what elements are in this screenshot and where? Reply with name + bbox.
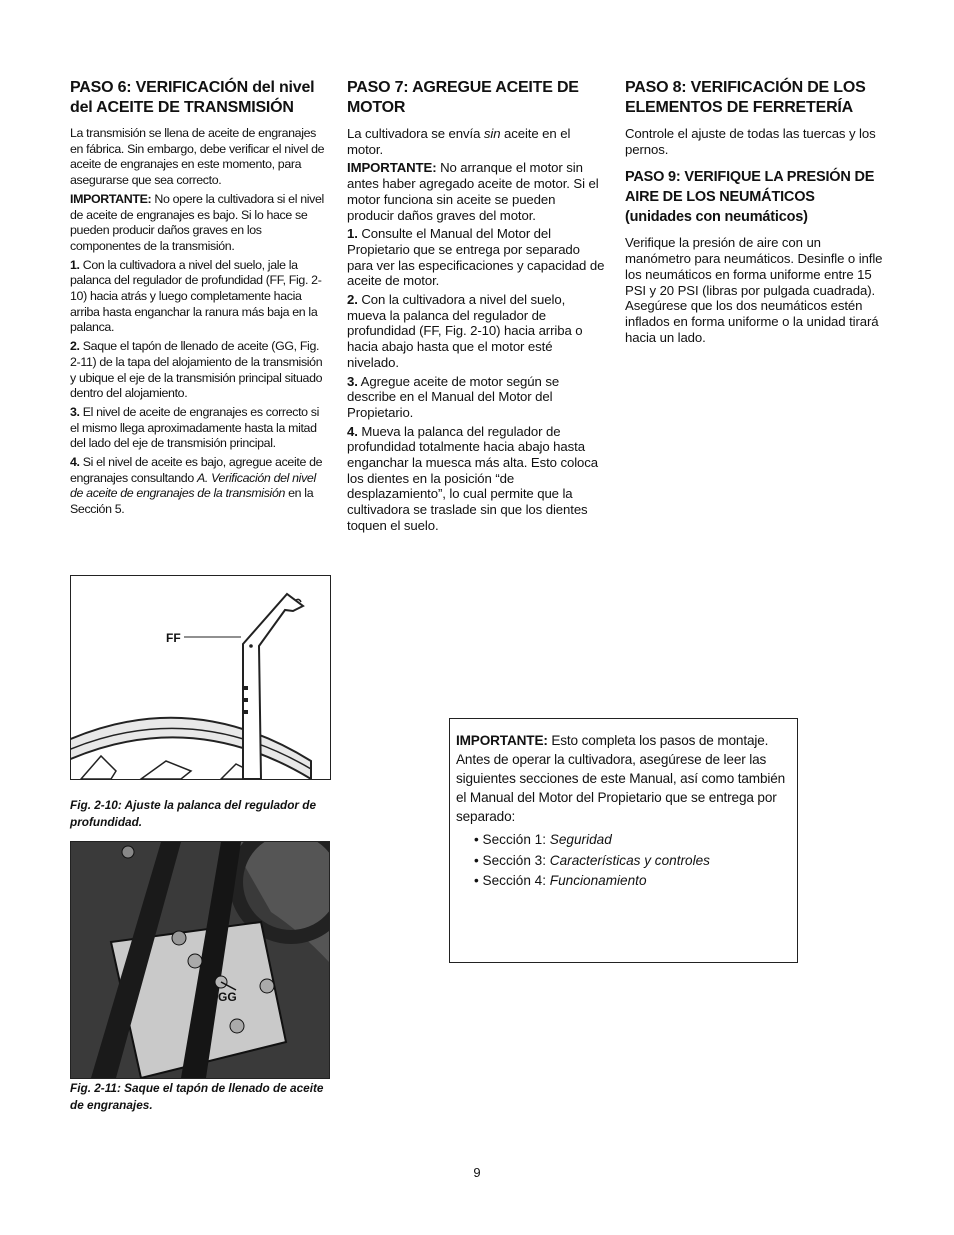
section-step-7 (347, 78, 605, 537)
callout-gg: GG (218, 990, 237, 1004)
figure-caption-2-10: Fig. 2-10: Ajuste la palanca del regulador de profundidad. (70, 798, 317, 829)
step-7-heading: PASO 7: AGREGUE ACEITE DE MOTOR (347, 79, 579, 116)
figure-depth-regulator-lever (70, 575, 331, 780)
important-label: IMPORTANTE: (347, 160, 437, 176)
list-item-title: Seguridad (549, 832, 612, 847)
item-number: 2. (70, 339, 80, 354)
item-text: Con la cultivadora a nivel del suelo, jale la palanca del regulador de profundidad (FF, Fig. 2-10) hacia atrás y luego completamente hacia arriba hasta enganchar la ranura más baja en la palanca. (70, 257, 322, 335)
item-number: 3. (347, 373, 358, 389)
item-number: 4. (347, 423, 358, 439)
step-6-item-1 (70, 258, 328, 337)
intro-text: aceite en el motor. (347, 126, 571, 157)
important-notice-box (449, 718, 798, 963)
step-9-text: Verifique la presión de aire con un manómetro para neumáticos. Desinfle o infle los neumáticos en forma uniforme entre 15 PSI y 20 PSI (libras por pulgada cuadrada). Asegúrese que los dos neumáticos estén inflados en forma uniforme o la unidad tirará hacia un lado. (625, 235, 883, 345)
item-number: 1. (70, 257, 80, 272)
step-7-item-4 (347, 424, 605, 534)
step-6-heading: PASO 6: VERIFICACIÓN del nivel del ACEITE DE TRANSMISIÓN (70, 79, 315, 116)
step-7-item-3 (347, 374, 605, 421)
page-number: 9 (473, 1165, 481, 1180)
list-item-prefix: • Sección 4: (474, 873, 550, 888)
callout-ff: FF (166, 631, 181, 645)
section-step-6 (70, 78, 328, 521)
notice-section-list (474, 830, 789, 892)
item-number: 4. (70, 455, 80, 470)
notice-label: IMPORTANTE: (456, 733, 548, 748)
depth-lever-illustration (71, 576, 330, 779)
transmission-photo (71, 842, 329, 1078)
figure-oil-fill-plug (70, 841, 330, 1079)
list-item-prefix: • Sección 1: (474, 832, 550, 847)
important-text: No arranque el motor sin antes haber agregado aceite de motor. Si el motor funciona sin aceite se pueden producir daños graves del motor. (347, 160, 599, 223)
important-text: No opere la cultivadora si el nivel de aceite de engranajes es bajo. Si lo hace se pueden producir daños graves en los componentes de la transmisión. (70, 191, 324, 253)
section-steps-8-9 (625, 78, 885, 348)
item-text: Saque el tapón de llenado de aceite (GG, Fig. 2-11) de la tapa del alojamiento de la transmisión y ubique el eje de la transmisión principal situado dentro del alojamiento. (70, 339, 323, 401)
list-item-title: Funcionamiento (549, 873, 647, 888)
step-6-item-4 (70, 455, 328, 518)
step-6-item-3 (70, 405, 328, 452)
intro-emphasis: sin (483, 126, 501, 141)
step-7-intro (347, 126, 605, 157)
step-9-heading: PASO 9: VERIFIQUE LA PRESIÓN DE AIRE DE LOS NEUMÁTICOS (unidades con neumáticos) (625, 169, 875, 226)
list-item-title: Características y controles (549, 852, 710, 868)
important-label: IMPORTANTE: (70, 191, 152, 206)
item-number: 1. (347, 226, 358, 242)
list-item (474, 830, 789, 851)
notice-body: Esto completa los pasos de montaje. Antes de operar la cultivadora, asegúrese de leer las siguientes secciones de este Manual, así como también el Manual del Motor del Propietario que se entrega por separado: (456, 733, 786, 824)
intro-text: La cultivadora se envía (347, 126, 484, 141)
item-reference: A. Verificación del nivel de aceite de engranajes de la transmisión (70, 470, 316, 501)
item-text: Consulte el Manual del Motor del Propietario que se entrega por separado para ver las especificaciones y capacidad de aceite de motor. (347, 226, 605, 289)
list-item (474, 851, 789, 872)
item-text: Si el nivel de aceite es bajo, agregue aceite de engranajes consultando (70, 455, 323, 485)
item-text: Agregue aceite de motor según se describe en el Manual del Motor del Propietario. (347, 373, 560, 420)
item-number: 3. (70, 404, 80, 419)
list-item-prefix: • Sección 3: (474, 852, 550, 868)
step-7-item-1 (347, 226, 605, 289)
step-7-item-2 (347, 292, 605, 371)
step-6-intro: La transmisión se llena de aceite de engranajes en fábrica. Sin embargo, debe verificar el nivel de aceite de engranajes en este momento, para asegurarse que sea correcto. (70, 126, 325, 188)
item-number: 2. (347, 292, 358, 308)
notice-text (456, 731, 789, 826)
item-text: El nivel de aceite de engranajes es correcto si el mismo llega aproximadamente hasta la mitad del lado del eje de transmisión principal. (70, 404, 320, 451)
item-text: en la Sección 5. (70, 486, 314, 517)
list-item (474, 871, 789, 892)
item-text: Con la cultivadora a nivel del suelo, mueva la palanca del regulador de profundidad (FF, Fig. 2-10) hacia arriba o hacia abajo hasta que el motor esté nivelado. (347, 292, 583, 370)
step-7-important (347, 160, 605, 223)
step-6-important (70, 192, 328, 255)
step-8-text: Controle el ajuste de todas las tuercas y los pernos. (625, 126, 876, 157)
step-8-heading: PASO 8: VERIFICACIÓN DE LOS ELEMENTOS DE FERRETERÍA (625, 79, 866, 116)
step-6-item-2 (70, 339, 328, 402)
figure-caption-2-11: Fig. 2-11: Saque el tapón de llenado de aceite de engranajes. (70, 1081, 324, 1112)
item-text: Mueva la palanca del regulador de profundidad totalmente hacia abajo hasta enganchar la muesca más alta. Esto coloca los dientes en la posición “de desplazamiento”, lo cual permite que la cultivadora se traslade sin que los dientes toquen el suelo. (347, 423, 598, 533)
